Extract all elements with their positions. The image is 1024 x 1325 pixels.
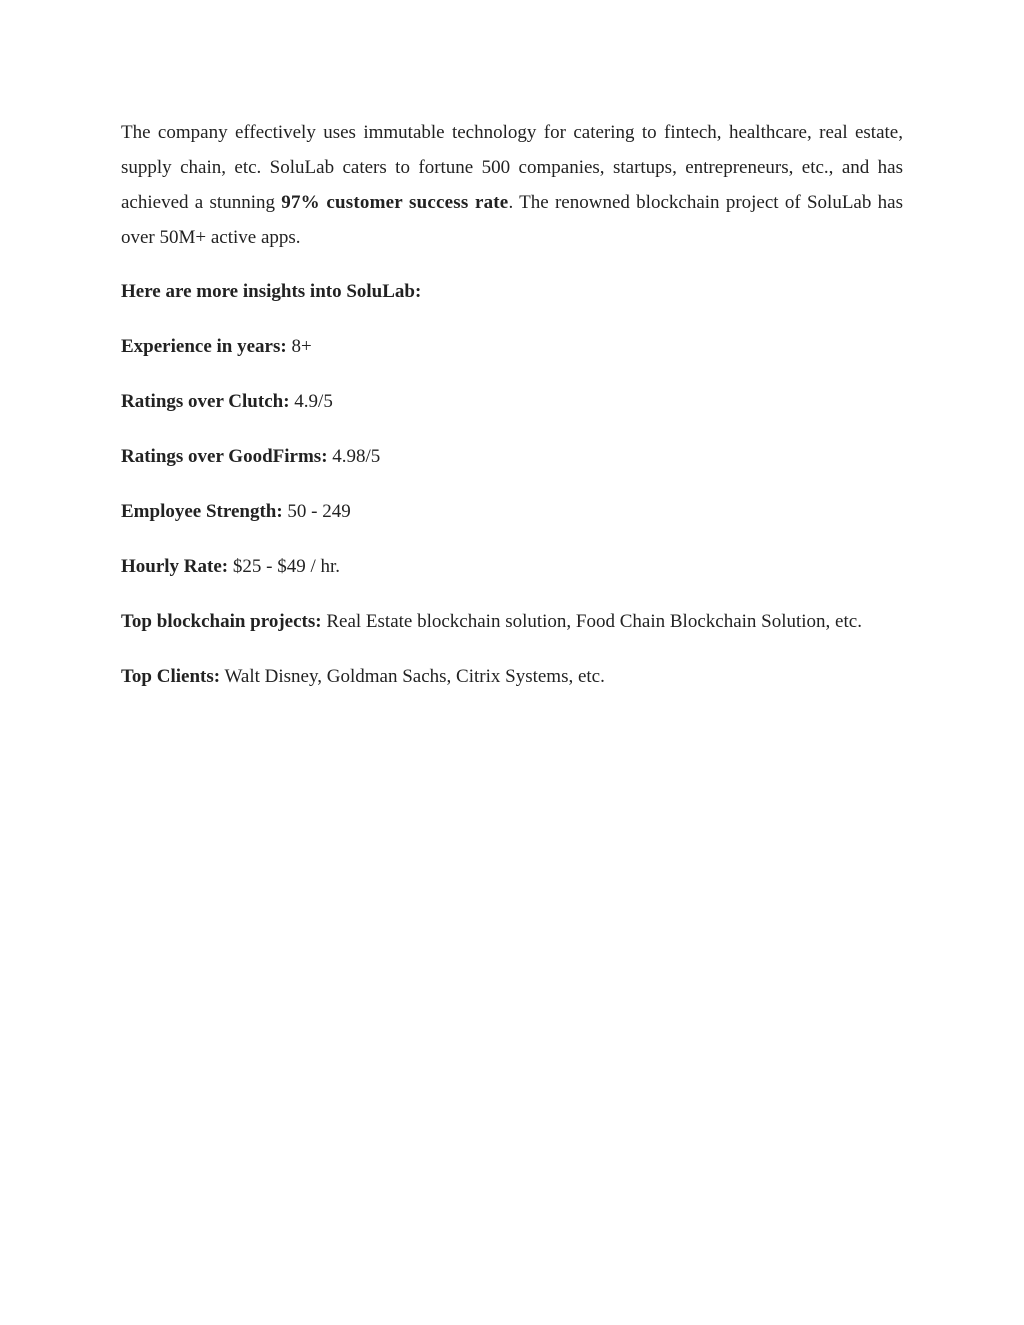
insights-heading: Here are more insights into SoluLab: xyxy=(121,281,422,302)
intro-text-before: The company effectively uses immutable technology for catering to fintech, healthcare, real estate, supply chain, etc. SoluLab caters to fortune 500 companies, startups, entrepreneurs, etc., and has achieved a stunning xyxy=(121,122,903,213)
intro-text-after: . The renowned blockchain project of SoluLab has over 50M+ active apps. xyxy=(121,192,903,248)
fact-label: Ratings over Clutch: xyxy=(121,391,290,412)
fact-label: Employee Strength: xyxy=(121,501,283,522)
fact-top-projects xyxy=(121,604,903,639)
fact-employee-strength xyxy=(121,494,903,529)
fact-value: Walt Disney, Goldman Sachs, Citrix Systems, etc. xyxy=(224,666,605,687)
fact-label: Hourly Rate: xyxy=(121,556,229,577)
fact-value: 50 - 249 xyxy=(287,501,351,522)
fact-experience xyxy=(121,329,903,364)
fact-value: 8+ xyxy=(291,336,312,357)
fact-value: 4.98/5 xyxy=(332,446,381,467)
fact-clutch-rating xyxy=(121,384,903,419)
fact-value: Real Estate blockchain solution, Food Chain Blockchain Solution, etc. xyxy=(326,611,862,632)
document-page xyxy=(121,115,903,694)
fact-label: Top Clients: xyxy=(121,666,221,687)
fact-hourly-rate xyxy=(121,549,903,584)
fact-goodfirms-rating xyxy=(121,439,903,474)
fact-value: $25 - $49 / hr. xyxy=(232,556,341,577)
fact-label: Experience in years: xyxy=(121,336,287,357)
fact-top-clients xyxy=(121,659,903,694)
success-rate-highlight: 97% customer success rate xyxy=(281,192,509,213)
fact-label: Top blockchain projects: xyxy=(121,611,322,632)
intro-paragraph xyxy=(121,115,903,255)
fact-label: Ratings over GoodFirms: xyxy=(121,446,328,467)
fact-value: 4.9/5 xyxy=(294,391,333,412)
